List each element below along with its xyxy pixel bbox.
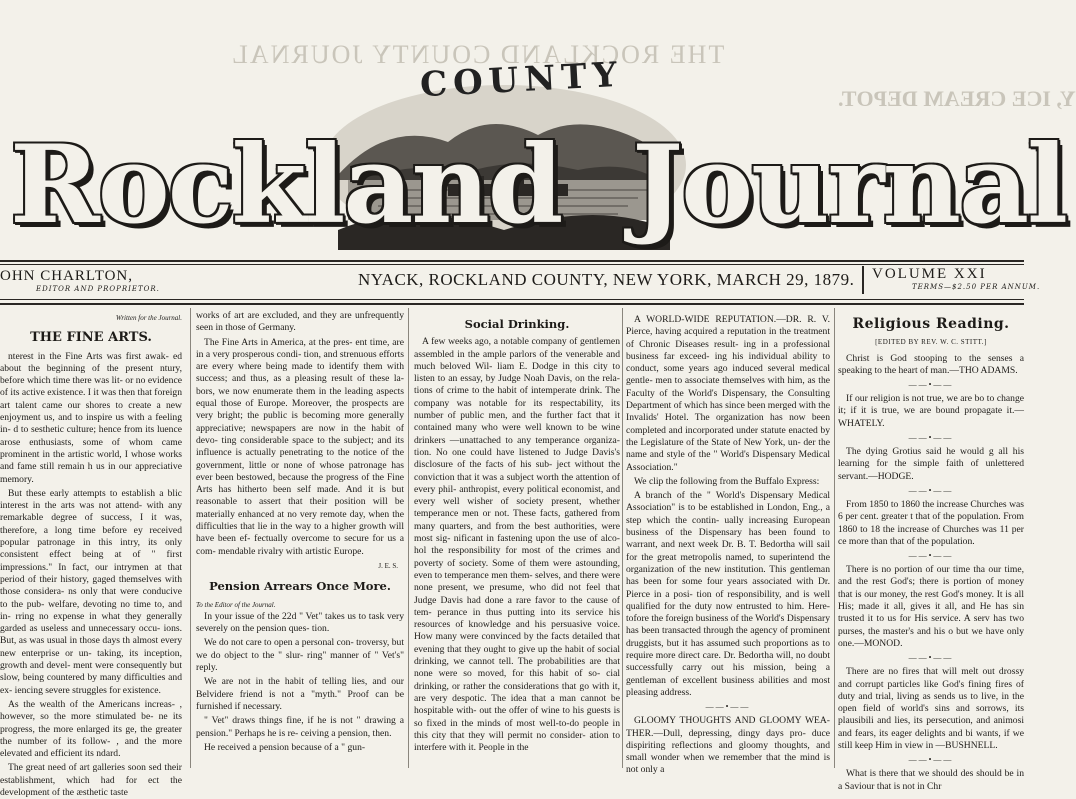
item-lead: A WORLD-WIDE REPUTATION. (634, 314, 777, 325)
article-heading: Pension Arrears Once More. (209, 579, 391, 594)
paragraph: In your issue of the 22d " Vet" takes us to task very severely on the pension ques- tion. (196, 610, 404, 635)
section-separator: ——•—— (908, 485, 954, 495)
paragraph: works of art are excluded, and they are unfrequently seen in those of Germany. (196, 310, 404, 334)
volume-box (862, 266, 1042, 294)
paragraph: There are no fires that will melt out drossy and corrupt particles like God's fining fires of duty and trial, living as sends us to live, in the open field of world's sins and sorrows, its plausibili and lies, its persecution, and animosi and fears, its eager delights and bi wants, if we still keep Him in view in —BUSHNELL. (838, 666, 1024, 752)
masthead-county: COUNTY (419, 54, 624, 106)
article-byline: To the Editor of the Journal. (196, 600, 276, 609)
paragraph: Christ is God stooping to the senses a speaking to the heart of man.—THO ADAMS. (838, 352, 1024, 376)
paragraph: A few weeks ago, a notable company of gentlemen assembled in the ample parlors of the venerable and much beloved Wil- liam E. Dodge in this city to listen to an essay, by Judge Noah Davis, on the rela- tions of crime to the habit of intemperate drink. The company was notable for its respectability, its number of public men, and the further fact that it contained many who were well known to be wine drinkers —unattached to any temperance organiza- tion. No one could have listened to Judge Davis's disclosure of the facts of his sub- ject without the conviction that it was a subject worth the attention of every phil- anthropist, every political economist, and every well wisher of society present, whether temperance men or not. These facts, gathered from many quarters, and from the best authorities, were most sig- nificant in fastening upon the use of alco- hol the responsibility for most of the crimes and poverty of society. Some of them were astounding, even to temperance men them- selves, and there were none present, we presume, who did not feel that Judge Davis had done a rare favor to the cause of tem- perance in thus putting into its service his resources of knowledge and his persuasive voice. How many were convinced by the facts detailed that evening that they ought to give up the habit of social drinking, we cannot tell. The probabilities are that none were so moved, for this habit of so- cial drinking, or rather the considerations that go with it, are very despotic. The idea that a man cannot be hospitable with- out the offer of wine to his guests is so fixed in the minds of most well-to-do people in this city that they will permit no consider- ation to interfere with it. People in the (414, 336, 620, 754)
dateline: NYACK, ROCKLAND COUNTY, NEW YORK, MARCH 29, 1879. (358, 270, 855, 289)
column-religious-reading (838, 310, 1024, 792)
section-separator: ——•—— (908, 380, 954, 390)
paragraph (626, 715, 830, 776)
paragraph: The dying Grotius said he would g all his learning for the simple faith of unlettered servant.—HODGE. (838, 446, 1024, 482)
paragraph: A branch of the " World's Dispensary Medical Association" is to be established in London, Eng., a step which the contin- ually increasing European business of the Dispensary has been found to warrant, and next week Dr. B. T. Bedortha will sail for the great metropolis named, to superintend the organization of the new institution. This gentleman has been for some four years associated with Dr. Pierce in a posi- tion of responsibility, and is well qualified for the duty now entrusted to him. Here- tofore the foreign business of the World's Dispensary has been transacted through the agency of prominent druggists, but it has assumed such proportions as to require more direct care. Dr. Bedortha will, no doubt successfully carry out his mission, being a gentleman of excellent business abilities and most pleasing address. (626, 490, 830, 698)
item-text: —DR. R. V. Pierce, having acquired a reputation in the treatment of Chronic Diseases result- ing in a professional business far exceed- ing his individual ability to conduct, some years ago induced several medical gentle- men to associate themselves with him, as the Faculty of the World's Dispensary, the Consulting Department of which has since been merged with the Invalids' Hotel. The organization has now been completed and incorporated under statute enacted by the Legislature of the State of New York, un- der the name and style of the " World's Dispensary Medical Association." (626, 314, 830, 473)
paragraph: The great need of art galleries soon sed their establishment, which had for ect the development of the æsthetic taste (0, 762, 182, 798)
paragraph (626, 314, 830, 474)
section-separator: ——•—— (705, 702, 751, 712)
paragraph: We are not in the habit of telling lies, and our Belvidere friend is not a "myth." Proof can be furnished if necessary. (196, 676, 404, 712)
masthead (0, 30, 1067, 260)
column-divider (834, 308, 835, 768)
bottom-rule-thin (0, 299, 1024, 300)
paragraph: What is there that we should des should be in a Saviour that is not in Chr (838, 768, 1024, 792)
bleed-through-title: THE ROCKLAND COUNTY JOURNAL (230, 40, 725, 69)
column-divider (190, 308, 191, 768)
paragraph: The Fine Arts in America, at the pres- ent time, are in a very prosperous condi- tion, and strenuous efforts are every where being made to identify them with success; and thus, as a pleasing result of these la- bors, we now enumerate them in the leading aspects equal those of Europe. Moreover, the prospects are very bright; the public is becoming more generally appreciative; newspapers are now in the habit of devo- ting considerable space to the subject; and its influence is actually penetrating to the notice of the government, little or none of whose patronage has ever been bestowed, because the progress of the Fine Arts has hitherto been self made. And it is but reasonable to assert that their position will be materially enhanced at no very remote day, when the difficulties that lie in the way to a higher growth will have been ef- fectually overcome to secure for us a com- mendable rivalry with artistic Europe. (196, 336, 404, 557)
bleed-through-ad: Y, ICE CREAM DEPOT. (838, 86, 1076, 111)
column-fine-arts (0, 310, 182, 798)
paragraph: We clip the following from the Buffalo Express: (634, 475, 820, 487)
info-bar (0, 266, 1041, 298)
column-divider (408, 308, 409, 768)
paragraph: We do not care to open a personal con- troversy, but we do object to the " slur- ring" manner of " Vet's" reply. (196, 637, 404, 674)
paragraph: As the wealth of the Americans increas- , however, so the more stimulated be- ne its progress, the more enlarged its ge, the greater the number of its follow- , and the more elevated and efficient its ndard. (0, 698, 182, 760)
article-heading: THE FINE ARTS. (30, 330, 152, 346)
article-heading: Social Drinking. (464, 317, 570, 331)
item-lead: GLOOMY THOUGHTS AND GLOOMY WEA- THER. (626, 715, 830, 739)
paragraph: From 1850 to 1860 the increase Churches was 6 per cent. greater t that of the population. From 1860 to 18 the increase of Churches was 11 per ce more than that of the population. (838, 498, 1024, 547)
section-separator: ——•—— (908, 653, 954, 663)
editor-credit: [EDITED BY REV. W. C. STITT.] (875, 338, 987, 347)
paragraph: He received a pension because of a " gun- (204, 741, 366, 753)
section-separator: ——•—— (908, 755, 954, 765)
column-fine-arts-continued (196, 310, 404, 770)
paragraph: There is no portion of our time tha our time, and the rest God's; there is portion of money that is our money, the rest God's money. It is all His; made it all, gives it all, and He has sin trusted it to us for His service. A serv has two purses, the master's and his o but we have only one.—MONOD. (838, 564, 1024, 649)
paragraph: " Vet" draws things fine, if he is not " drawing a pension." Perhaps he is re- ceiving a pension, then. (196, 715, 404, 739)
item-text: —Dull, depressing, dingy days pro- duce dispiriting reflections and gloomy thoughts, and small wonder when we remember that the mind is not only a (626, 727, 830, 776)
bottom-rule (0, 303, 1024, 305)
editor-title: EDITOR AND PROPRIETOR. (36, 285, 160, 293)
column-dispensary (626, 310, 830, 776)
article-heading: Religious Reading. (852, 316, 1010, 332)
column-divider (622, 308, 623, 768)
paragraph: But these early attempts to establish a blic interest in the arts was not attend- with any remarkable degree of success, I it was, therefore, a long time before ey received popular patronage in this intry, its only consistent effect being at of " first impressions." In fact, our intrymen at that period of their history, gaged themselves with those considera- ns only that were conducive to the pub- welfare, devoting no time to, and in- rring no expense in what they generally garded as useless and unnecessary occu- ions. But, as was usual in those days th almost every new enterprise or un- taking, its inception, growth and devel- ment were consequently but slow, being countered by many difficulties and ex- iencing severe struggles for existence. (0, 487, 182, 696)
article-byline: Written for the Journal. (115, 314, 182, 322)
paragraph: nterest in the Fine Arts was first awak- ed about the beginning of the present ntury, before which time there was lit- or no evidence of its active existence. I it was then that foreign art talent came our shores to create a new enjoyment us, and to inspire us with a feeling in- d to sesthetic culture; hence from its luence arose enthusiasts, some of whom came prominent in the artistic world, I whose works and fame still remain h us in our appreciative memory. (0, 350, 182, 485)
top-rule (0, 260, 1024, 262)
column-social-drinking (414, 310, 620, 770)
volume-number: VOLUME XXI (872, 266, 987, 282)
paragraph: If our religion is not true, we are bo to change it; if it is true, we are bound propagate it.—WHATELY. (838, 393, 1024, 429)
section-separator: ——•—— (908, 551, 954, 561)
subscription-terms: TERMS—$2.50 PER ANNUM. (912, 283, 1041, 291)
top-rule-thin (0, 264, 1024, 265)
editor-name: OHN CHARLTON, (0, 268, 134, 284)
article-signature: J. E. S. (378, 561, 398, 570)
masthead-title-left: Rockland (10, 122, 562, 248)
masthead-title-right: Journal (632, 122, 1067, 248)
section-separator: ——•—— (908, 433, 954, 443)
